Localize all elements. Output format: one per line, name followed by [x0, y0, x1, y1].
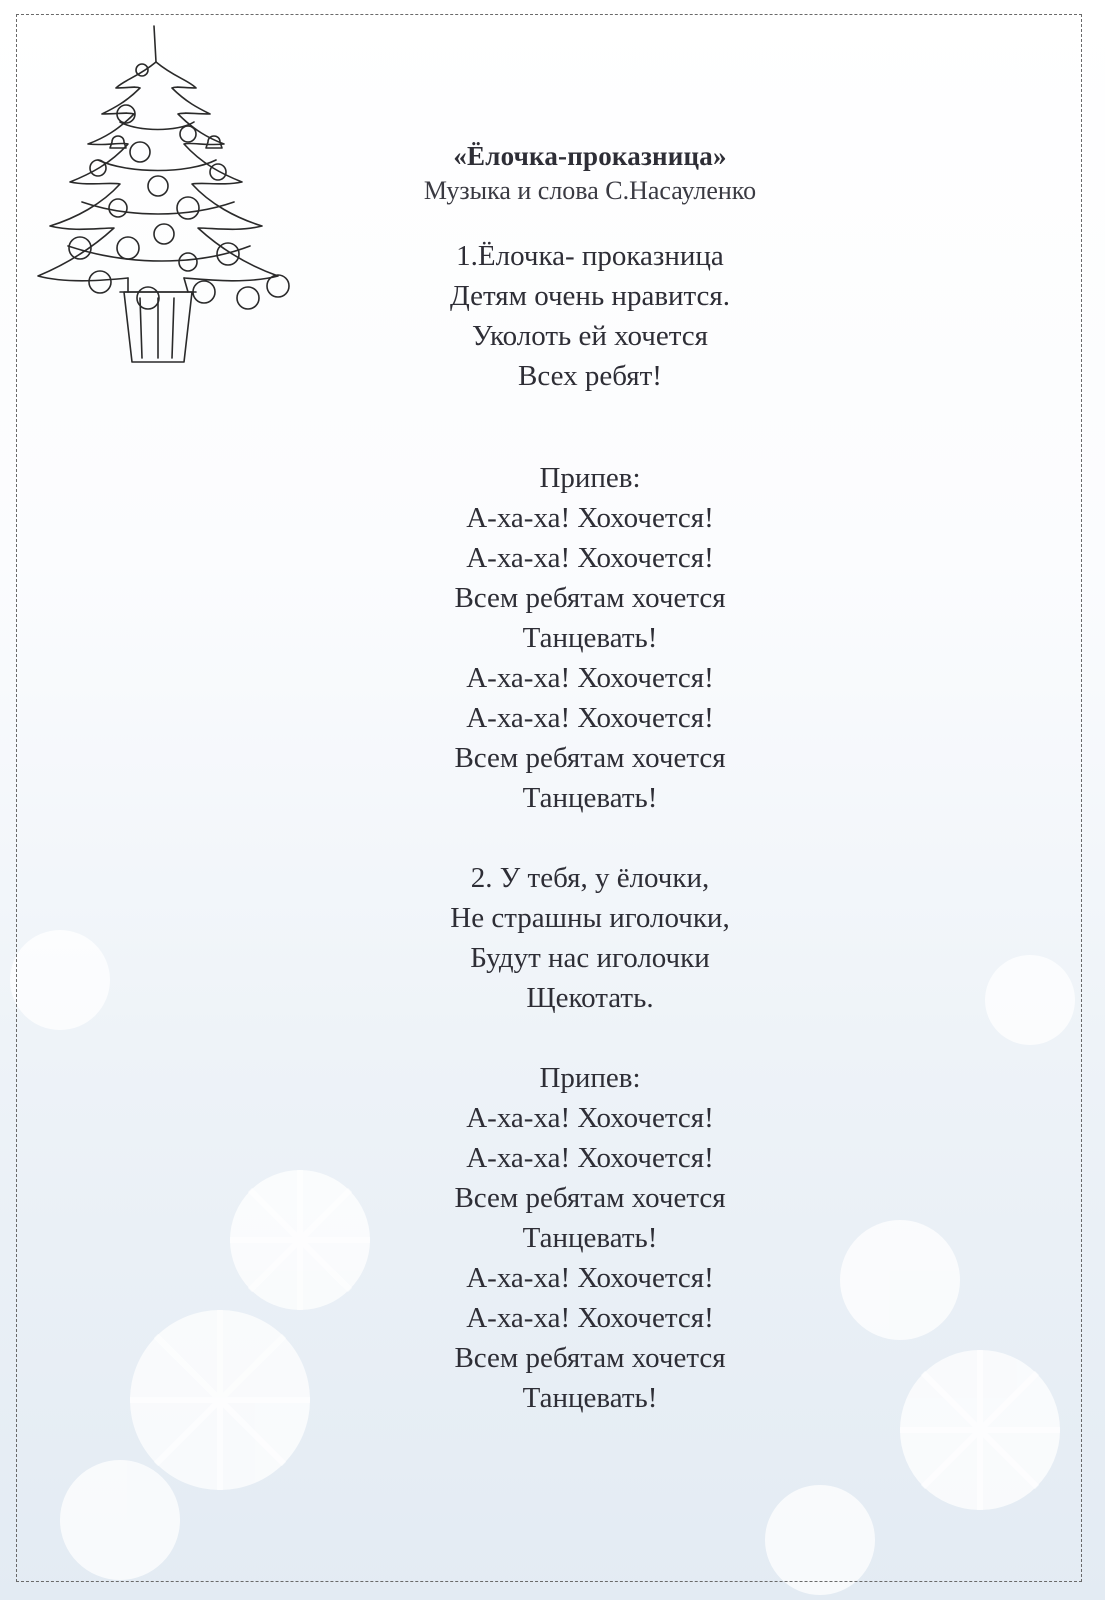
lyric-line: Не страшны иголочки,: [450, 902, 730, 934]
song-credits: Музыка и слова С.Насауленко: [423, 176, 757, 205]
lyric-line: Всем ребятам хочется: [454, 1342, 726, 1374]
lyric-line: А-ха-ха! Хохочется!: [466, 502, 714, 534]
lyric-line: Всех ребят!: [518, 360, 662, 392]
chorus-label: Припев:: [539, 1062, 641, 1094]
lyric-line: А-ха-ха! Хохочется!: [466, 1142, 714, 1174]
lyric-line: Танцевать!: [522, 1382, 658, 1414]
lyric-line: Всем ребятам хочется: [454, 1182, 726, 1214]
lyric-line: А-ха-ха! Хохочется!: [466, 662, 714, 694]
chorus-2: [380, 1058, 800, 1418]
chorus-label: Припев:: [539, 462, 641, 494]
lyric-line: Всем ребятам хочется: [454, 582, 726, 614]
verse-2: [380, 858, 800, 1018]
christmas-tree-icon: [28, 22, 298, 382]
chorus-1: [380, 458, 800, 818]
verse-1: [380, 236, 800, 396]
lyric-line: Детям очень нравится.: [449, 280, 731, 312]
lyric-line: А-ха-ха! Хохочется!: [466, 1102, 714, 1134]
lyric-line: Танцевать!: [522, 622, 658, 654]
lyric-line: Уколоть ей хочется: [472, 320, 708, 352]
lyric-line: А-ха-ха! Хохочется!: [466, 702, 714, 734]
lyric-line: Всем ребятам хочется: [454, 742, 726, 774]
lyric-line: Щекотать.: [526, 982, 654, 1014]
lyric-line: Танцевать!: [522, 1222, 658, 1254]
song-title: «Ёлочка-проказница»: [453, 141, 727, 171]
lyrics-column: [380, 138, 800, 1418]
lyric-line: Будут нас иголочки: [470, 942, 710, 974]
lyric-line: 2. У тебя, у ёлочки,: [470, 862, 710, 894]
lyric-line: А-ха-ха! Хохочется!: [466, 1262, 714, 1294]
lyric-line: Танцевать!: [522, 782, 658, 814]
lyric-line: 1.Ёлочка- проказница: [456, 240, 724, 272]
lyric-line: А-ха-ха! Хохочется!: [466, 1302, 714, 1334]
lyric-line: А-ха-ха! Хохочется!: [466, 542, 714, 574]
